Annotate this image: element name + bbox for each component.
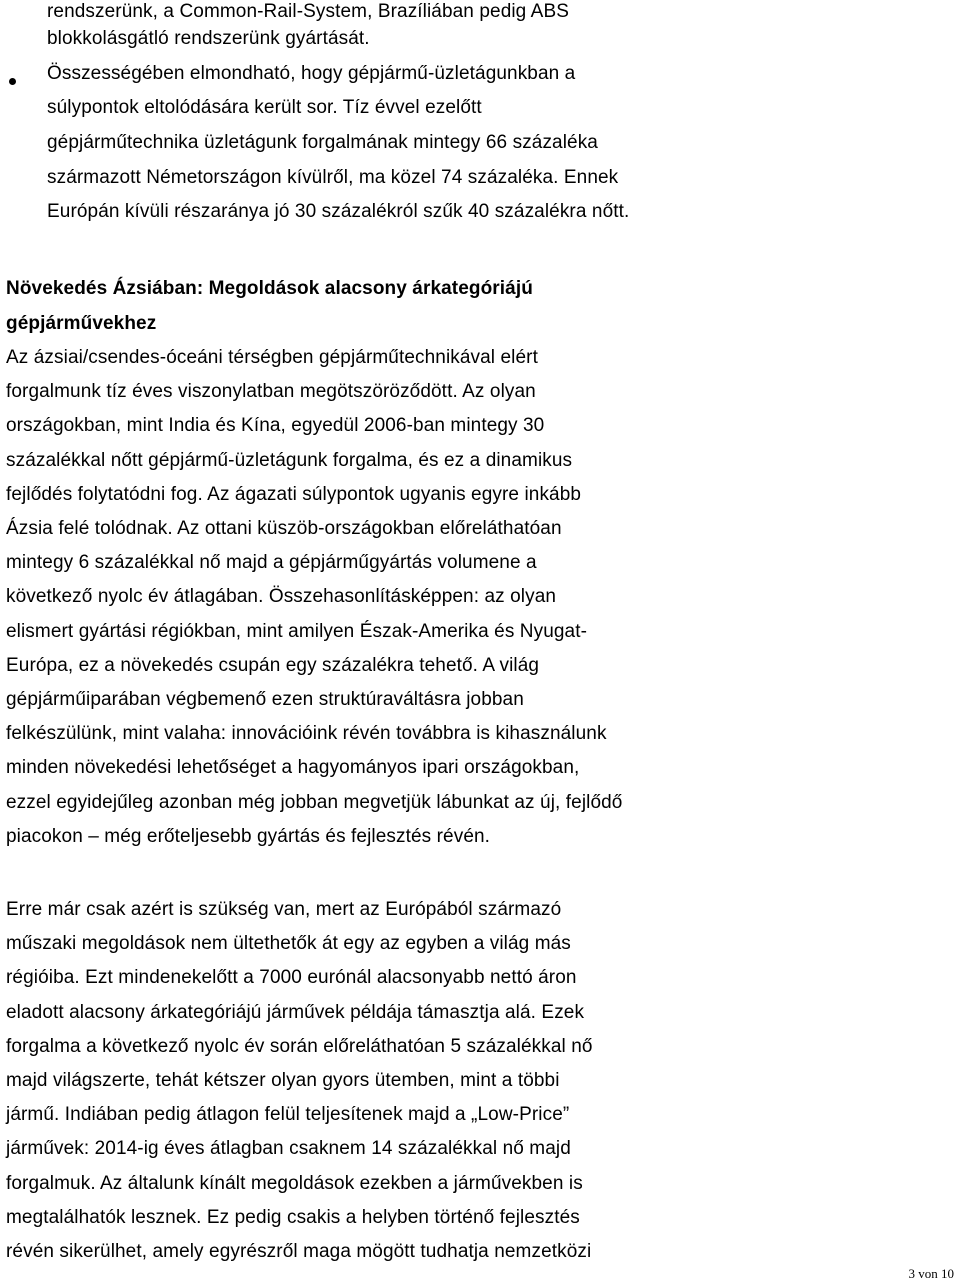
paragraph-line: jármű. Indiában pedig átlagon felül teljesítenek majd a „Low-Price” <box>6 1104 570 1125</box>
bullet-item-line: származott Németországon kívülről, ma közel 74 százaléka. Ennek <box>47 167 619 188</box>
paragraph-line: forgalmuk. Az általunk kínált megoldások ezekben a járművekben is <box>6 1173 583 1194</box>
paragraph-line: piacokon – még erőteljesebb gyártás és fejlesztés révén. <box>6 826 491 847</box>
paragraph-line: majd világszerte, tehát kétszer olyan gyors ütemben, mint a többi <box>6 1070 560 1091</box>
section-heading-line: Növekedés Ázsiában: Megoldások alacsony árkategóriájú <box>6 278 533 299</box>
paragraph-line: ezzel egyidejűleg azonban még jobban megvetjük lábunkat az új, fejlődő <box>6 792 623 813</box>
bullet-item-line: Európán kívüli részaránya jó 30 százalékról szűk 40 százalékra nőtt. <box>47 201 630 222</box>
paragraph-line: műszaki megoldások nem ültethetők át egy az egyben a világ más <box>6 933 571 954</box>
paragraph-line: fejlődés folytatódni fog. Az ágazati súlypontok ugyanis egyre inkább <box>6 484 582 505</box>
paragraph-line: járművek: 2014-ig éves átlagban csaknem 14 százalékkal nő majd <box>6 1138 571 1159</box>
paragraph-line: régióiba. Ezt mindenekelőtt a 7000 eurónál alacsonyabb nettó áron <box>6 967 577 988</box>
paragraph-line: mintegy 6 százalékkal nő majd a gépjárműgyártás volumene a <box>6 552 537 573</box>
section-heading-line: gépjárművekhez <box>6 313 157 334</box>
bullet-item-line: Összességében elmondható, hogy gépjármű-üzletágunkban a <box>47 63 576 84</box>
paragraph-line: gépjárműiparában végbemenő ezen struktúraváltásra jobban <box>6 689 524 710</box>
bullet-item-line: súlypontok eltolódására került sor. Tíz évvel ezelőtt <box>47 97 482 118</box>
paragraph-line: minden növekedési lehetőséget a hagyományos ipari országokban, <box>6 757 580 778</box>
paragraph-line: Európa, ez a növekedés csupán egy százalékra tehető. A világ <box>6 655 540 676</box>
bullet-item-line: rendszerünk, a Common-Rail-System, Brazíliában pedig ABS <box>47 1 569 22</box>
paragraph-line: forgalmunk tíz éves viszonylatban megötszöröződött. Az olyan <box>6 381 536 402</box>
paragraph-line: Erre már csak azért is szükség van, mert az Európából származó <box>6 899 562 920</box>
paragraph-line: révén sikerülhet, amely egyrészről maga mögött tudhatja nemzetközi <box>6 1241 592 1262</box>
paragraph-line: felkészülünk, mint valaha: innovációink révén továbbra is kihasználunk <box>6 723 607 744</box>
bullet-icon <box>9 78 16 85</box>
paragraph-line: Az ázsiai/csendes-óceáni térségben gépjárműtechnikával elért <box>6 347 538 368</box>
paragraph-line: megtalálhatók lesznek. Ez pedig csakis a helyben történő fejlesztés <box>6 1207 580 1228</box>
paragraph-line: országokban, mint India és Kína, egyedül 2006-ban mintegy 30 <box>6 415 545 436</box>
bullet-item-line: blokkolásgátló rendszerünk gyártását. <box>47 28 370 49</box>
paragraph-line: eladott alacsony árkategóriájú járművek példája támasztja alá. Ezek <box>6 1002 585 1023</box>
paragraph-line: forgalma a következő nyolc év során előreláthatóan 5 százalékkal nő <box>6 1036 593 1057</box>
paragraph-line: százalékkal nőtt gépjármű-üzletágunk forgalma, és ez a dinamikus <box>6 450 573 471</box>
paragraph-line: elismert gyártási régiókban, mint amilyen Észak-Amerika és Nyugat- <box>6 621 588 642</box>
paragraph-line: Ázsia felé tolódnak. Az ottani küszöb-országokban előreláthatóan <box>6 518 562 539</box>
bullet-item-line: gépjárműtechnika üzletágunk forgalmának mintegy 66 százaléka <box>47 132 598 153</box>
page-number: 3 von 10 <box>908 1266 954 1281</box>
paragraph-line: következő nyolc év átlagában. Összehasonlításképpen: az olyan <box>6 586 557 607</box>
